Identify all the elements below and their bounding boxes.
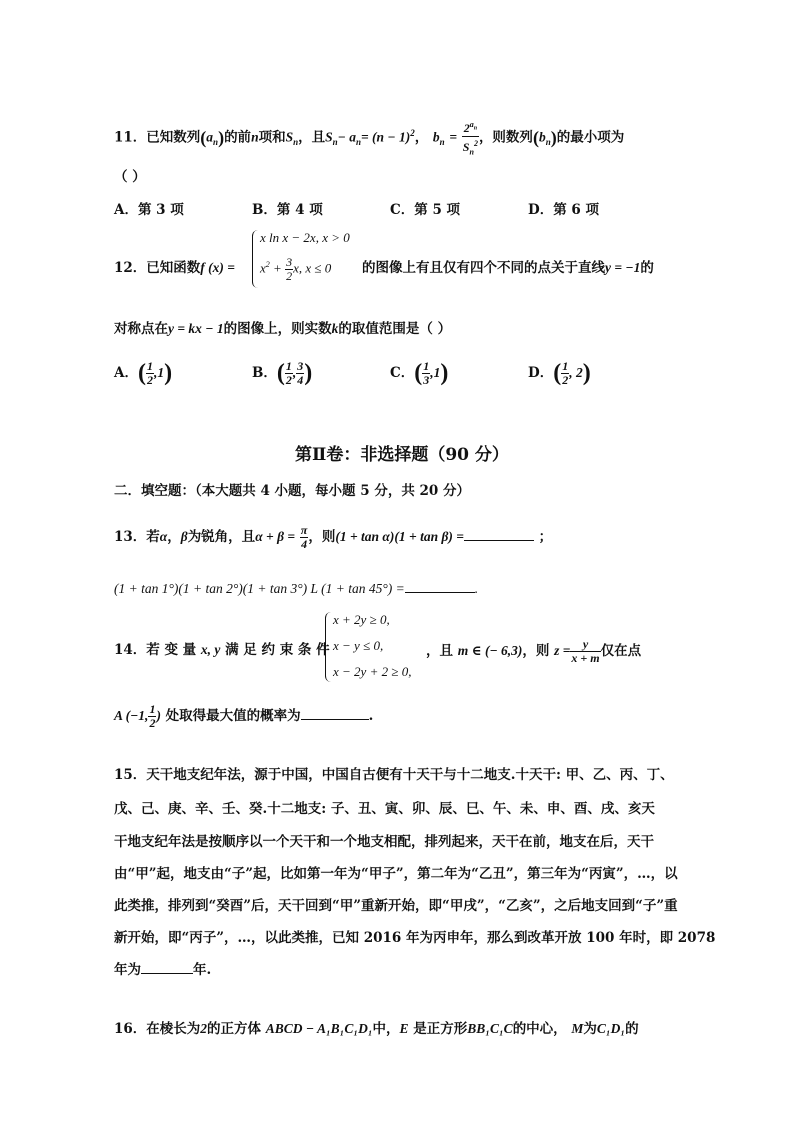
bn-fraction: $\frac{2^{a_n}}{S_n^2}$	[462, 120, 478, 156]
q12-option-c: C．( $\frac{1}{3}$ ,1)	[390, 359, 449, 387]
q15-line-6: 新开始，即“丙子”，…，以此类推，已知 2016 年为丙申年，那么到改革开放 100 年时，即 2078	[114, 930, 716, 946]
q12-line-2: 对称点在y = kx − 1的图像上，则实数k的取值范围是（ ）	[114, 321, 452, 337]
q12-line-1-tail: 的图像上有且仅有四个不同的点关于直线y = −1的	[362, 260, 654, 276]
q12-option-a: A．( $\frac{1}{2}$ ,1)	[114, 359, 173, 387]
q11-option-a: A．第 3 项	[114, 202, 184, 218]
q14-blank	[301, 705, 369, 720]
q14-constraint-2: x − y ≤ 0,	[333, 638, 384, 653]
q16-line-1: 16．在棱长为2的正方体 ABCD − A₁B₁C₁D₁中，E 是正方形BB₁C₁C的中心， M为C₁D₁的	[114, 1021, 639, 1037]
q11-answer-paren: （ ）	[114, 169, 146, 185]
q15-line-4: 由“甲”起，地支由“子”起，比如第一年为“甲子”，第二年为“乙丑”，第三年为“丙寅”，…，以	[114, 866, 678, 882]
q14-line-1-tail: ，且 m ∈ (− 6,3)，则 z = $\frac{y}{x + m}$ 仅在点	[426, 637, 642, 665]
q12-case-2: $x^2$ + $\frac{3}{2}$ x, x ≤ 0	[260, 255, 332, 283]
q13-line-1: 13．若α，β为锐角，且α + β = $\frac{\pi}{4}$ ，则(1 + tan α)(1 + tan β) = ；	[114, 523, 553, 551]
q12-option-d: D．( $\frac{1}{2}$ , 2)	[528, 359, 591, 387]
q14-line-2: A (−1, $\frac{1}{2}$ ) 处取得最大值的概率为 .	[114, 702, 374, 730]
q15-line-5: 此类推，排列到“癸酉”后，天干回到“甲”重新开始，即“甲戌”，“乙亥”，之后地支回到“子”重	[114, 898, 678, 914]
q13-blank-2	[405, 578, 475, 593]
q15-line-3: 干地支纪年法是按顺序以一个天干和一个地支相配，排列起来，天干在前，地支在后，天干	[114, 834, 654, 850]
paren-left: (	[200, 127, 207, 148]
q14-line-1-prefix: 14．若 变 量 x, y 满 足 约 束 条 件	[114, 642, 330, 658]
q14-constraint-1: x + 2y ≥ 0,	[333, 612, 390, 627]
q11-option-b: B．第 4 项	[252, 202, 323, 218]
q12-brace	[252, 230, 259, 288]
q14-constraint-3: x − 2y + 2 ≥ 0,	[333, 664, 412, 679]
q11-option-c: C．第 5 项	[390, 202, 461, 218]
section-2-title: 第Ⅱ卷：非选择题（90 分）	[295, 445, 509, 465]
q11-line: 11．已知数列$(a_n)$的前n项和$S_n$，且$S_n- a_n= (n - 1)^2$， $b_n$ = $\frac{2^{a_n}}{S_n^2}$ ，则数列$(b_n)$的最小项为	[114, 120, 625, 156]
q15-line-7: 年为 年.	[114, 958, 211, 978]
q12-prefix: 12．已知函数f (x) =	[114, 260, 235, 276]
q12-case-1: x ln x − 2x, x > 0	[260, 230, 350, 245]
q13-line-2: (1 + tan 1°)(1 + tan 2°)(1 + tan 3°) L (1 + tan 45°) = .	[114, 578, 478, 597]
q15-line-2: 戊、己、庚、辛、壬、癸.十二地支: 子、丑、寅、卯、辰、巳、午、未、申、酉、戌、亥天	[114, 801, 655, 817]
q13-blank-1	[464, 526, 534, 541]
q15-blank	[141, 959, 193, 974]
section-2-subtitle: 二．填空题：（本大题共 4 小题，每小题 5 分，共 20 分）	[114, 483, 471, 499]
q11-option-d: D．第 6 项	[528, 202, 600, 218]
q15-line-1: 15．天干地支纪年法，源于中国，中国自古便有十天干与十二地支.十天干: 甲、乙、丙、丁、	[114, 767, 674, 783]
q12-option-b: B．( $\frac{1}{2}$ , $\frac{3}{4}$ )	[252, 359, 313, 387]
q14-brace	[325, 612, 332, 682]
